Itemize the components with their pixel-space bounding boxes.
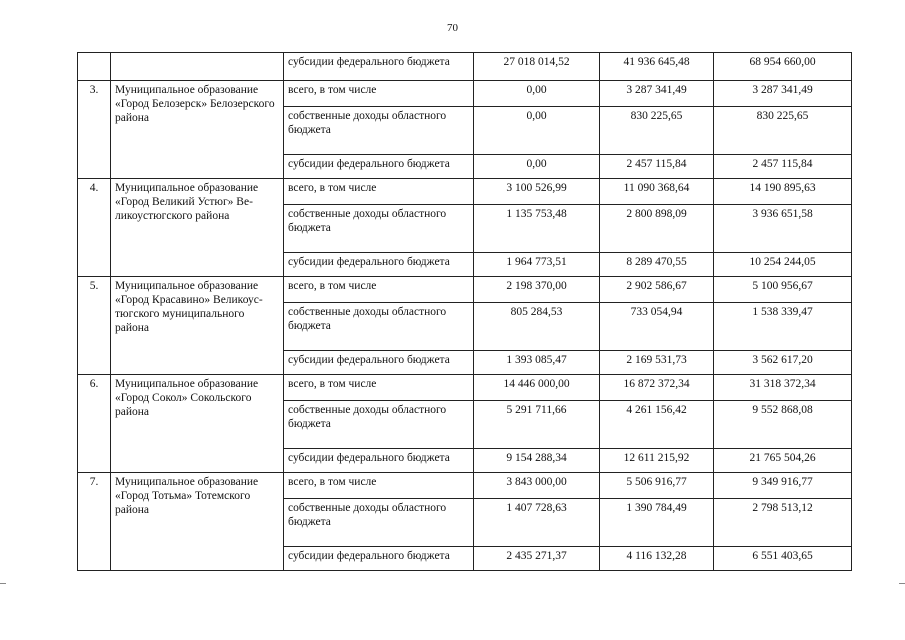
table-row bbox=[78, 473, 852, 499]
funding-source-cell: собственные доходы областного бюджета bbox=[284, 499, 474, 547]
value-cell: 9 552 868,08 bbox=[714, 401, 852, 449]
value-cell: 5 100 956,67 bbox=[714, 277, 852, 303]
municipality-name: Муниципальное образование «Город Белозерск» Белозерского района bbox=[111, 81, 284, 179]
value-cell: 4 116 132,28 bbox=[600, 547, 714, 571]
value-cell: 21 765 504,26 bbox=[714, 449, 852, 473]
value-cell: 2 457 115,84 bbox=[600, 155, 714, 179]
name-cell bbox=[111, 53, 284, 81]
municipality-name: Муниципальное образование «Город Красавино» Великоустюгского муниципального района bbox=[111, 277, 284, 375]
funding-source-cell: всего, в том числе bbox=[284, 375, 474, 401]
page-number: 70 bbox=[447, 22, 458, 34]
value-cell: 2 800 898,09 bbox=[600, 205, 714, 253]
value-cell: 10 254 244,05 bbox=[714, 253, 852, 277]
funding-source-cell: субсидии федерального бюджета bbox=[284, 155, 474, 179]
value-cell: 3 562 617,20 bbox=[714, 351, 852, 375]
value-cell: 11 090 368,64 bbox=[600, 179, 714, 205]
municipality-name: Муниципальное образование «Город Сокол» Сокольского района bbox=[111, 375, 284, 473]
value-cell: 5 291 711,66 bbox=[474, 401, 600, 449]
value-cell: 2 169 531,73 bbox=[600, 351, 714, 375]
table-row bbox=[78, 81, 852, 107]
value-cell: 1 135 753,48 bbox=[474, 205, 600, 253]
value-cell: 16 872 372,34 bbox=[600, 375, 714, 401]
value-cell: 0,00 bbox=[474, 81, 600, 107]
value-cell: 733 054,94 bbox=[600, 303, 714, 351]
value-cell: 2 457 115,84 bbox=[714, 155, 852, 179]
value-cell: 3 287 341,49 bbox=[714, 81, 852, 107]
value-cell: 1 393 085,47 bbox=[474, 351, 600, 375]
value-cell: 2 798 513,12 bbox=[714, 499, 852, 547]
table-row bbox=[78, 179, 852, 205]
funding-source-cell: всего, в том числе bbox=[284, 179, 474, 205]
value-cell: 3 100 526,99 bbox=[474, 179, 600, 205]
value-cell: 1 964 773,51 bbox=[474, 253, 600, 277]
value-cell: 6 551 403,65 bbox=[714, 547, 852, 571]
funding-source-cell: собственные доходы областного бюджета bbox=[284, 401, 474, 449]
value-cell: 0,00 bbox=[474, 155, 600, 179]
funding-source-cell: собственные доходы областного бюджета bbox=[284, 107, 474, 155]
value-cell: 12 611 215,92 bbox=[600, 449, 714, 473]
funding-source-cell: всего, в том числе bbox=[284, 277, 474, 303]
number-cell bbox=[78, 53, 111, 81]
value-cell: 3 936 651,58 bbox=[714, 205, 852, 253]
value-cell: 0,00 bbox=[474, 107, 600, 155]
table-row bbox=[78, 375, 852, 401]
table-row bbox=[78, 53, 852, 81]
value-cell: 41 936 645,48 bbox=[600, 53, 714, 81]
value-cell: 830 225,65 bbox=[714, 107, 852, 155]
value-cell: 3 843 000,00 bbox=[474, 473, 600, 499]
table-row bbox=[78, 277, 852, 303]
municipality-name: Муниципальное образование «Город Великий Устюг» Великоустюгского района bbox=[111, 179, 284, 277]
funding-source-cell: всего, в том числе bbox=[284, 473, 474, 499]
value-cell: 27 018 014,52 bbox=[474, 53, 600, 81]
funding-source-cell: собственные доходы областного бюджета bbox=[284, 303, 474, 351]
funding-source-cell: всего, в том числе bbox=[284, 81, 474, 107]
value-cell: 14 190 895,63 bbox=[714, 179, 852, 205]
scan-margin-mark bbox=[899, 583, 905, 584]
value-cell: 14 446 000,00 bbox=[474, 375, 600, 401]
row-number: 6. bbox=[78, 375, 111, 473]
funding-source-cell: субсидии федерального бюджета bbox=[284, 449, 474, 473]
value-cell: 830 225,65 bbox=[600, 107, 714, 155]
row-number: 4. bbox=[78, 179, 111, 277]
value-cell: 2 198 370,00 bbox=[474, 277, 600, 303]
value-cell: 5 506 916,77 bbox=[600, 473, 714, 499]
value-cell: 31 318 372,34 bbox=[714, 375, 852, 401]
value-cell: 1 538 339,47 bbox=[714, 303, 852, 351]
value-cell: 8 289 470,55 bbox=[600, 253, 714, 277]
row-number: 3. bbox=[78, 81, 111, 179]
value-cell: 805 284,53 bbox=[474, 303, 600, 351]
value-cell: 1 407 728,63 bbox=[474, 499, 600, 547]
funding-source-cell: субсидии федерального бюджета bbox=[284, 253, 474, 277]
value-cell: 9 154 288,34 bbox=[474, 449, 600, 473]
funding-source-cell: собственные доходы областного бюджета bbox=[284, 205, 474, 253]
row-number: 7. bbox=[78, 473, 111, 571]
value-cell: 4 261 156,42 bbox=[600, 401, 714, 449]
value-cell: 3 287 341,49 bbox=[600, 81, 714, 107]
value-cell: 2 902 586,67 bbox=[600, 277, 714, 303]
value-cell: 1 390 784,49 bbox=[600, 499, 714, 547]
value-cell: 68 954 660,00 bbox=[714, 53, 852, 81]
funding-source-cell: субсидии федерального бюджета bbox=[284, 53, 474, 81]
value-cell: 9 349 916,77 bbox=[714, 473, 852, 499]
row-number: 5. bbox=[78, 277, 111, 375]
scan-margin-mark bbox=[0, 583, 6, 584]
municipality-name: Муниципальное образование «Город Тотьма» Тотемского района bbox=[111, 473, 284, 571]
budget-table bbox=[77, 52, 852, 571]
funding-source-cell: субсидии федерального бюджета bbox=[284, 351, 474, 375]
value-cell: 2 435 271,37 bbox=[474, 547, 600, 571]
funding-source-cell: субсидии федерального бюджета bbox=[284, 547, 474, 571]
